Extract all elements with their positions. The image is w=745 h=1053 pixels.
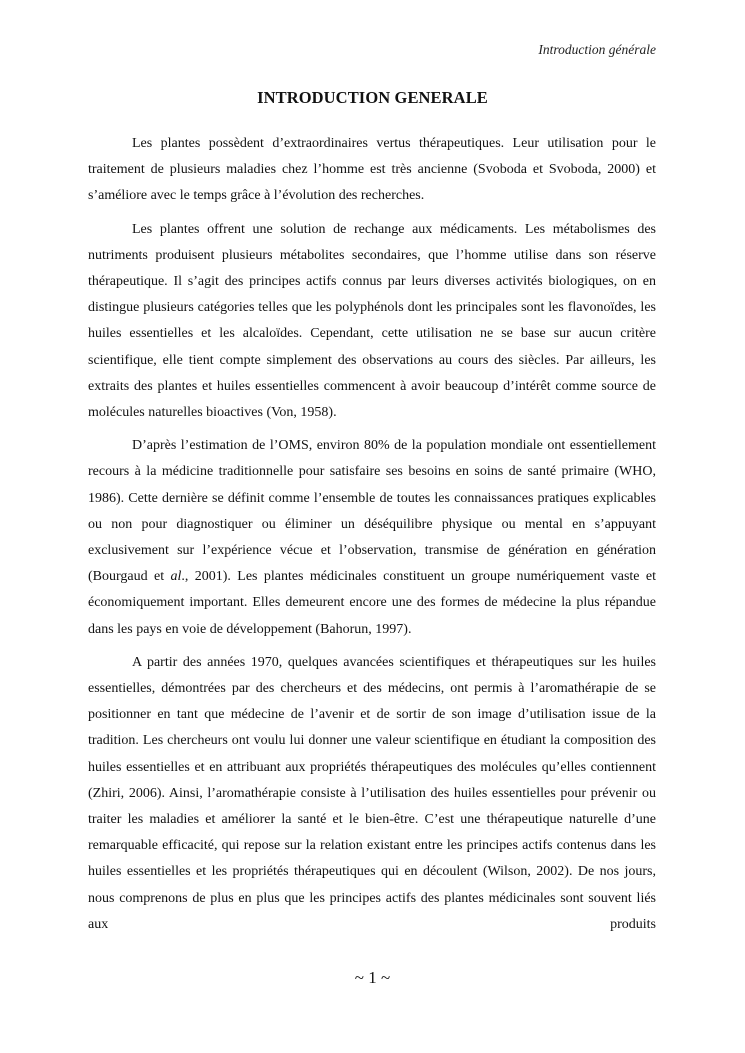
paragraph-2: Les plantes offrent une solution de rechange aux médicaments. Les métabolismes des nutriments produisent plusieurs métabolites secondaires, que l’homme utilise dans son réserve thérapeutique. Il s’agit des principes actifs connus par leurs diverses activités biologiques, on en distingue plusieurs catégories telles que les polyphénols dont les principales sont les flavonoïdes, les huiles essentielles et les alcaloïdes. Cependant, cette utilisation ne se base sur aucun critère scientifique, elle tient compte simplement des observations au cours des siècles. Par ailleurs, les extraits des plantes et huiles essentielles commencent à avoir beaucoup d’intérêt comme source de molécules naturelles bioactives (Von, 1958).: [88, 221, 656, 421]
paragraph-3-text-b: ., 2001). Les plantes médicinales constituent un groupe numériquement vaste et économiquement important. Elles demeurent encore une des formes de médecine la plus répandue dans les pays en voie de développement (Bahorun, 1997).: [88, 569, 656, 637]
body-text: [88, 131, 656, 938]
paragraph-4: A partir des années 1970, quelques avancées scientifiques et thérapeutiques sur les huiles essentielles, démontrées par des chercheurs et des médecins, ont permis à l’aromathérapie de se positionner en tant que médecine de l’avenir et de sortir de son image d’utilisation issue de la tradition. Les chercheurs ont voulu lui donner une valeur scientifique en étudiant la composition des huiles essentielles et en attribuant aux propriétés thérapeutiques des molécules qu’elles contiennent (Zhiri, 2006). Ainsi, l’aromathérapie consiste à l’utilisation des huiles essentielles pour prévenir ou traiter les maladies et améliorer la santé et le bien-être. C’est une thérapeutique naturelle d’une remarquable efficacité, qui repose sur la relation existant entre les principes actifs contenus dans les huiles essentielles et les propriétés thérapeutiques qui en découlent (Wilson, 2002). De nos jours, nous comprenons de plus en plus que les principes actifs des plantes médicinales sont souvent liés aux produits: [88, 654, 656, 932]
page-number: ~ 1 ~: [354, 968, 391, 987]
paragraph-1: Les plantes possèdent d’extraordinaires vertus thérapeutiques. Leur utilisation pour le traitement de plusieurs maladies chez l’homme est très ancienne (Svoboda et Svoboda, 2000) et s’améliore avec le temps grâce à l’évolution des recherches.: [88, 136, 656, 204]
page-title: INTRODUCTION GENERALE: [257, 88, 488, 107]
paragraph-3-italic: al: [170, 569, 182, 585]
paragraph-3: [88, 433, 656, 643]
paragraph-3-text-a: D’après l’estimation de l’OMS, environ 80% de la population mondiale ont essentiellement recours à la médicine traditionnelle pour satisfaire ses besoins en soins de santé primaire (WHO, 1986). Cette dernière se définit comme l’ensemble de toutes les connaissances pratiques explicables ou non pour diagnostiquer ou éliminer un déséquilibre physique ou mental en s’appuyant exclusivement sur l’expérience vécue et l’observation, transmise de génération en génération (Bourgaud et: [88, 438, 656, 585]
running-header: Introduction générale: [538, 42, 656, 57]
